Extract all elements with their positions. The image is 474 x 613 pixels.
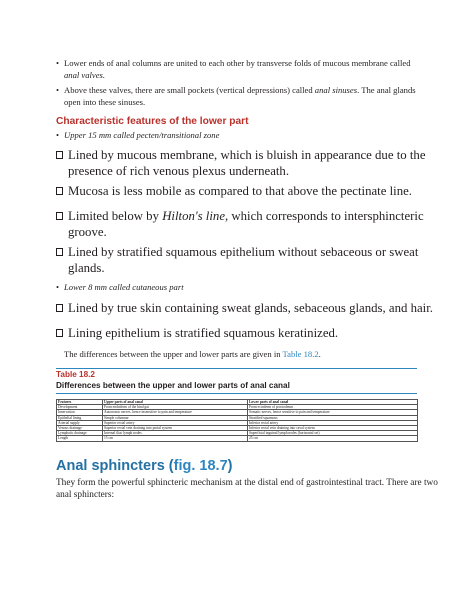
table-cell: Lymphatic drainage <box>57 431 103 436</box>
checklist-item <box>56 184 471 200</box>
checkbox-icon <box>56 304 63 312</box>
checkbox-icon <box>56 151 63 159</box>
bullet-text: Lower ends of anal columns are united to each other by transverse folds of mucous membrane called <box>64 58 411 68</box>
table-cell: Venous drainage <box>57 426 103 431</box>
table-cell: Autonomic nerves, hence insensitive to pain and temperature <box>103 410 248 415</box>
sphincters-heading-close: ) <box>227 458 233 474</box>
checklist-text: Lined by true skin containing sweat glands, sebaceous glands, and hair. <box>68 301 433 315</box>
checklist-item <box>56 245 471 277</box>
table-cell: 15 cm <box>103 436 248 441</box>
checkbox-icon <box>56 329 63 337</box>
table-cell: Inferior rectal artery <box>248 420 418 425</box>
differences-text: The differences between the upper and lower parts are given in <box>64 349 283 359</box>
table-cell: Stratified squamous <box>248 415 418 420</box>
note-text: Lower 8 mm called cutaneous part <box>64 282 184 292</box>
note-lower-8mm <box>56 282 466 294</box>
bullet-dot: • <box>56 58 60 68</box>
bullet-text-line2: open into these sinuses. <box>64 96 146 107</box>
bullet-text: Above these valves, there are small pockets (vertical depressions) called <box>64 85 315 95</box>
sphincters-heading-text: Anal sphincters ( <box>56 458 174 474</box>
checklist-text: Lining epithelium is stratified squamous keratinized. <box>68 326 339 340</box>
table-cell: Arterial supply <box>57 420 103 425</box>
table-cell: Epithelial lining <box>57 415 103 420</box>
table-cell: Inferior rectal vein draining into caval system <box>248 426 418 431</box>
table-cell: Development <box>57 405 103 410</box>
table-cell: Length <box>57 436 103 441</box>
checkbox-icon <box>56 248 63 256</box>
table-cell: Innervation <box>57 410 103 415</box>
differences-end: . <box>318 349 321 359</box>
bullet-dot: • <box>56 282 60 292</box>
bullet-anal-valves <box>56 58 466 82</box>
paragraph-line: They form the powerful sphincteric mechanism at the distal end of gastrointestinal tract. There are two <box>56 478 438 488</box>
note-upper-15mm <box>56 130 466 142</box>
checkbox-icon <box>56 212 63 220</box>
differences-table <box>56 399 418 442</box>
table-header-cell: Lower parts of anal canal <box>248 400 418 405</box>
table-header-cell: Features <box>57 400 103 405</box>
table-title: Differences between the upper and lower parts of anal canal <box>56 381 290 390</box>
bullet-text-rest: . The anal glands <box>357 85 416 95</box>
bullet-italic-term: anal valves. <box>64 69 106 80</box>
table-link[interactable]: Table 18.2 <box>282 349 319 359</box>
table-cell: From ectoderm of proctodeum <box>248 405 418 410</box>
checklist-text-line2: glands. <box>68 260 105 275</box>
paragraph-line: anal sphincters: <box>56 489 115 500</box>
table-label: Table 18.2 <box>56 370 95 379</box>
table-cell: From endoderm of the hind gut <box>103 405 248 410</box>
figure-link[interactable]: fig. 18.7 <box>173 458 228 474</box>
bullet-italic-term: anal sinuses <box>314 85 358 95</box>
sphincters-paragraph <box>56 478 471 501</box>
differences-sentence <box>64 349 464 360</box>
checklist-text: Mucosa is less mobile as compared to that above the pectinate line. <box>68 184 412 198</box>
checklist-italic-term: Hilton's line <box>162 209 225 223</box>
note-text: Upper 15 mm called pecten/transitional zone <box>64 130 220 140</box>
table-cell: Superior rectal vein draining into portal system <box>103 426 248 431</box>
section-heading: Characteristic features of the lower part <box>56 116 249 127</box>
table-cell: Somatic nerves, hence sensitive to pain and temperature <box>248 410 418 415</box>
bullet-anal-sinuses <box>56 85 466 109</box>
checklist-text-line2: presence of rich venous plexus underneath. <box>68 163 290 178</box>
bullet-dot: • <box>56 85 60 95</box>
table-top-rule <box>56 368 417 369</box>
checklist-text: Limited below by <box>68 209 163 223</box>
checklist-text-line2: groove. <box>68 224 107 239</box>
table-cell: Superior rectal artery <box>103 420 248 425</box>
table-row <box>57 436 418 441</box>
table-header-cell: Upper parts of anal canal <box>103 400 248 405</box>
table-caption-rule <box>56 393 417 394</box>
checkbox-icon <box>56 187 63 195</box>
bullet-dot: • <box>56 130 60 140</box>
table-cell: Internal iliac lymph nodes <box>103 431 248 436</box>
checklist-item <box>56 326 471 342</box>
sphincters-heading <box>56 458 232 474</box>
checklist-text: Lined by mucous membrane, which is bluish in appearance due to the <box>68 148 426 162</box>
checklist-item <box>56 209 471 241</box>
checklist-item <box>56 148 471 180</box>
table-cell: Simple columnar <box>103 415 248 420</box>
checklist-text-rest: , which corresponds to intersphincteric <box>225 209 424 223</box>
table-cell: Superficial inguinal lymph nodes (horizontal set) <box>248 431 418 436</box>
checklist-text: Lined by stratified squamous epithelium without sebaceous or sweat <box>68 245 419 259</box>
table-cell: 25 cm <box>248 436 418 441</box>
checklist-item <box>56 301 471 317</box>
